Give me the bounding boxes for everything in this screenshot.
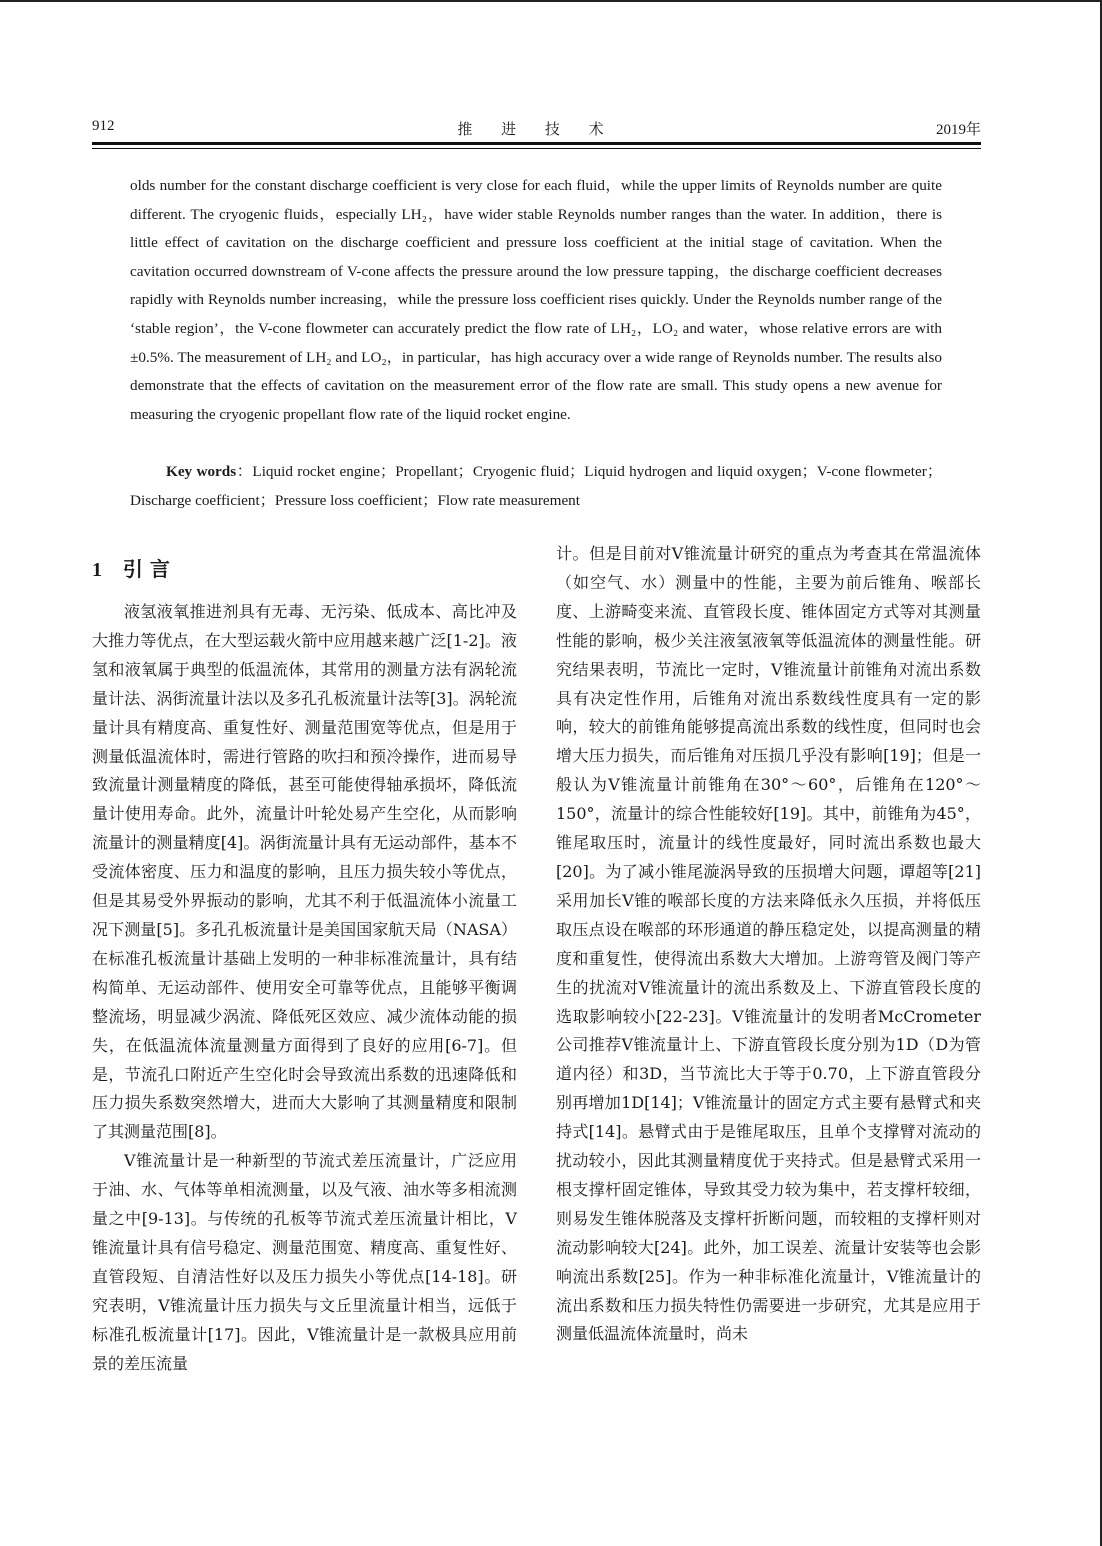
header-rule-thick	[92, 142, 981, 145]
keywords	[130, 458, 942, 515]
journal-name: 推 进 技 术	[457, 120, 616, 138]
section-title: 引 言	[122, 557, 170, 581]
keywords-text: ：Liquid rocket engine；Propellant；Cryogenic fluid；Liquid hydrogen and liquid oxygen；V-cone flowmeter；Discharge coefficient；Pressure loss coefficient；Flow rate measurement	[130, 463, 943, 509]
right-column	[556, 540, 981, 1349]
abstract-text: olds number for the constant discharge coefficient is very close for each fluid，while the upper limits of Reynolds number are quite different. The cryogenic fluids，especially LH₂，have wider stable Reynolds number ranges than the water. In addition，there is little effect of cavitation on the discharge coefficient and pressure loss coefficient at the initial stage of cavitation. When the cavitation occurred downstream of V-cone affects the pressure around the low pressure tapping，the discharge coefficient decreases rapidly with Reynolds number increasing，while the pressure loss coefficient rises quickly. Under the Reynolds number range of the ‘stable region’，the V-cone flowmeter can accurately predict the flow rate of LH₂，LO₂ and water，whose relative errors are with ±0.5%. The measurement of LH₂ and LO₂，in particular，has high accuracy over a wide range of Reynolds number. The results also demonstrate that the effects of cavitation on the measurement error of the flow rate are small. This study opens a new avenue for measuring the cryogenic propellant flow rate of the liquid rocket engine.	[130, 177, 942, 423]
running-header	[92, 116, 981, 140]
page-number: 912	[92, 118, 115, 134]
paragraph: 液氢液氧推进剂具有无毒、无污染、低成本、高比冲及大推力等优点，在大型运载火箭中应用越来越广泛[1-2]。液氢和液氧属于典型的低温流体，其常用的测量方法有涡轮流量计法、涡街流量计法以及多孔孔板流量计法等[3]。涡轮流量计具有精度高、重复性好、测量范围宽等优点，但是用于测量低温流体时，需进行管路的吹扫和预冷操作，进而易导致流量计测量精度的降低，甚至可能使得轴承损坏，降低流量计使用寿命。此外，流量计叶轮处易产生空化，从而影响流量计的测量精度[4]。涡街流量计具有无运动部件，基本不受流体密度、压力和温度的影响，且压力损失较小等优点，但是其易受外界振动的影响，尤其不利于低温流体小流量工况下测量[5]。多孔孔板流量计是美国国家航天局（NASA）在标准孔板流量计基础上发明的一种非标准流量计，具有结构简单、无运动部件、使用安全可靠等优点，且能够平衡调整流场，明显减少涡流、降低死区效应、减少流体动能的损失，在低温流体流量测量方面得到了良好的应用[6-7]。但是，节流孔口附近产生空化时会导致流出系数的迅速降低和压力损失系数突然增大，进而大大影响了其测量精度和限制了其测量范围[8]。	[92, 602, 517, 1142]
keywords-label: Key words	[166, 463, 237, 480]
page-border-top	[0, 0, 1102, 2]
publication-year: 2019年	[935, 122, 981, 138]
paragraph: 计。但是目前对V锥流量计研究的重点为考查其在常温流体（如空气、水）测量中的性能，主要为前后锥角、喉部长度、上游畸变来流、直管段长度、锥体固定方式等对其测量性能的影响，极少关注液氢液氧等低温流体的测量性能。研究结果表明，节流比一定时，V锥流量计前锥角对流出系数具有决定性作用，后锥角对流出系数线性度具有一定的影响，较大的前锥角能够提高流出系数的线性度，但同时也会增大压力损失，而后锥角对压损几乎没有影响[19]；但是一般认为V锥流量计前锥角在30°～60°，后锥角在120°～150°，流量计的综合性能较好[19]。其中，前锥角为45°，锥尾取压时，流量计的线性度最好，同时流出系数也最大[20]。为了减小锥尾漩涡导致的压损增大问题，谭超等[21]采用加长V锥的喉部长度的方法来降低永久压损，并将低压取压点设在喉部的环形通道的静压稳定处，以提高测量的精度和重复性，使得流出系数大大增加。上游弯管及阀门等产生的扰流对V锥流量计的流出系数及上、下游直管段长度的选取影响较小[22-23]。V锥流量计的发明者McCrometer公司推荐V锥流量计上、下游直管段长度分别为1D（D为管道内径）和3D，当节流比大于等于0.70，上下游直管段分别再增加1D[14]；V锥流量计的固定方式主要有悬臂式和夹持式[14]。悬臂式由于是锥尾取压，且单个支撑臂对流动的扰动较小，因此其测量精度优于夹持式。但是悬臂式采用一根支撑杆固定锥体，导致其受力较为集中，若支撑杆较细，则易发生锥体脱落及支撑杆折断问题，而较粗的支撑杆则对流动影响较大[24]。此外，加工误差、流量计安装等也会影响流出系数[25]。作为一种非标准化流量计，V锥流量计的流出系数和压力损失特性仍需要进一步研究，尤其是应用于测量低温流体流量时，尚未	[556, 544, 981, 1344]
paragraph: V锥流量计是一种新型的节流式差压流量计，广泛应用于油、水、气体等单相流测量，以及气液、油水等多相流测量之中[9-13]。与传统的孔板等节流式差压流量计相比，V锥流量计具有信号稳定、测量范围宽、精度高、重复性好、直管段短、自清洁性好以及压力损失小等优点[14-18]。研究表明，V锥流量计压力损失与文丘里流量计相当，远低于标准孔板流量计[17]。因此，V锥流量计是一款极具应用前景的差压流量	[92, 1151, 517, 1373]
left-column	[92, 540, 517, 1378]
section-heading	[92, 540, 517, 598]
header-rule-thin	[92, 148, 981, 149]
section-number: 1	[92, 559, 102, 581]
